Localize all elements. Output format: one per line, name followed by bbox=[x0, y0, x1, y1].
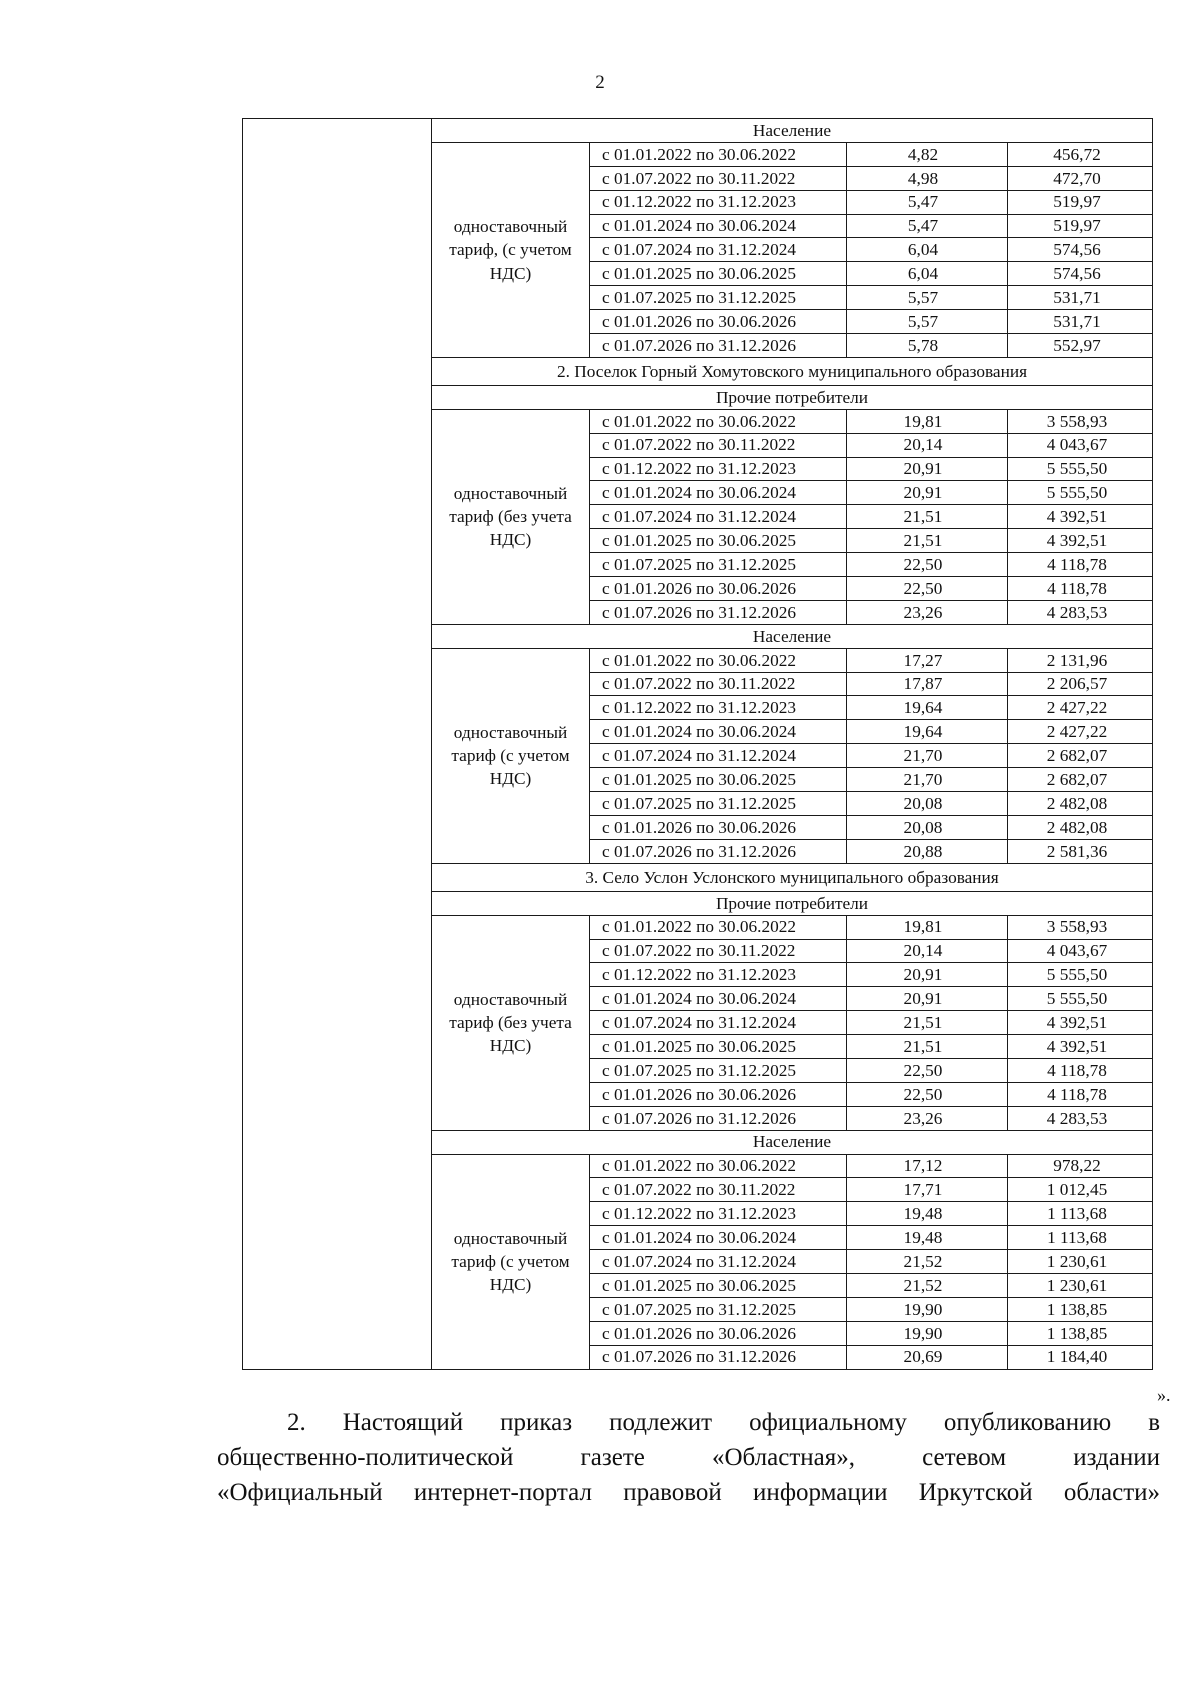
rate-cell: 4,98 bbox=[847, 166, 1008, 190]
period-cell: с 01.07.2025 по 31.12.2025 bbox=[590, 286, 847, 310]
tariff-type-label: одноставочный тариф (с учетом НДС) bbox=[432, 1154, 590, 1369]
period-cell: с 01.01.2024 по 30.06.2024 bbox=[590, 1226, 847, 1250]
value-cell: 519,97 bbox=[1008, 190, 1153, 214]
rate-cell: 20,08 bbox=[847, 815, 1008, 839]
value-cell: 4 043,67 bbox=[1008, 433, 1153, 457]
rate-cell: 20,91 bbox=[847, 987, 1008, 1011]
value-cell: 2 427,22 bbox=[1008, 720, 1153, 744]
rate-cell: 6,04 bbox=[847, 262, 1008, 286]
period-cell: с 01.01.2024 по 30.06.2024 bbox=[590, 987, 847, 1011]
value-cell: 1 138,85 bbox=[1008, 1321, 1153, 1345]
rate-cell: 19,81 bbox=[847, 409, 1008, 433]
period-cell: с 01.07.2025 по 31.12.2025 bbox=[590, 1297, 847, 1321]
rate-cell: 5,57 bbox=[847, 286, 1008, 310]
period-cell: с 01.07.2022 по 30.11.2022 bbox=[590, 939, 847, 963]
value-cell: 1 138,85 bbox=[1008, 1297, 1153, 1321]
period-cell: с 01.01.2024 по 30.06.2024 bbox=[590, 214, 847, 238]
rate-cell: 20,69 bbox=[847, 1345, 1008, 1369]
period-cell: с 01.01.2022 по 30.06.2022 bbox=[590, 915, 847, 939]
tariff-type-label: одноставочный тариф (с учетом НДС) bbox=[432, 648, 590, 863]
value-cell: 3 558,93 bbox=[1008, 409, 1153, 433]
rate-cell: 4,82 bbox=[847, 142, 1008, 166]
period-cell: с 01.07.2025 по 31.12.2025 bbox=[590, 792, 847, 816]
period-cell: с 01.01.2026 по 30.06.2026 bbox=[590, 815, 847, 839]
period-cell: с 01.01.2025 по 30.06.2025 bbox=[590, 1273, 847, 1297]
value-cell: 2 482,08 bbox=[1008, 792, 1153, 816]
value-cell: 574,56 bbox=[1008, 262, 1153, 286]
period-cell: с 01.01.2022 по 30.06.2022 bbox=[590, 409, 847, 433]
value-cell: 2 682,07 bbox=[1008, 768, 1153, 792]
tariff-type-label: одноставочный тариф (без учета НДС) bbox=[432, 915, 590, 1130]
period-cell: с 01.07.2026 по 31.12.2026 bbox=[590, 1345, 847, 1369]
rate-cell: 21,52 bbox=[847, 1250, 1008, 1274]
rate-cell: 20,14 bbox=[847, 939, 1008, 963]
value-cell: 2 206,57 bbox=[1008, 672, 1153, 696]
value-cell: 552,97 bbox=[1008, 334, 1153, 358]
period-cell: с 01.12.2022 по 31.12.2023 bbox=[590, 963, 847, 987]
period-cell: с 01.07.2024 по 31.12.2024 bbox=[590, 1250, 847, 1274]
period-cell: с 01.07.2024 по 31.12.2024 bbox=[590, 238, 847, 262]
value-cell: 4 392,51 bbox=[1008, 529, 1153, 553]
rate-cell: 17,27 bbox=[847, 648, 1008, 672]
period-cell: с 01.07.2022 по 30.11.2022 bbox=[590, 433, 847, 457]
value-cell: 5 555,50 bbox=[1008, 963, 1153, 987]
rate-cell: 6,04 bbox=[847, 238, 1008, 262]
period-cell: с 01.07.2022 по 30.11.2022 bbox=[590, 166, 847, 190]
value-cell: 4 392,51 bbox=[1008, 1035, 1153, 1059]
rate-cell: 19,81 bbox=[847, 915, 1008, 939]
rate-cell: 22,50 bbox=[847, 577, 1008, 601]
period-cell: с 01.12.2022 по 31.12.2023 bbox=[590, 696, 847, 720]
rate-cell: 17,71 bbox=[847, 1178, 1008, 1202]
rate-cell: 22,50 bbox=[847, 1058, 1008, 1082]
rate-cell: 17,87 bbox=[847, 672, 1008, 696]
period-cell: с 01.07.2025 по 31.12.2025 bbox=[590, 1058, 847, 1082]
period-cell: с 01.01.2022 по 30.06.2022 bbox=[590, 1154, 847, 1178]
period-cell: с 01.01.2022 по 30.06.2022 bbox=[590, 648, 847, 672]
consumer-category: Население bbox=[432, 119, 1153, 143]
value-cell: 472,70 bbox=[1008, 166, 1153, 190]
value-cell: 2 682,07 bbox=[1008, 744, 1153, 768]
rate-cell: 19,90 bbox=[847, 1321, 1008, 1345]
rate-cell: 22,50 bbox=[847, 553, 1008, 577]
paragraph-line: общественно-политической газете «Областная», сетевом издании bbox=[217, 1444, 1160, 1471]
period-cell: с 01.01.2026 по 30.06.2026 bbox=[590, 310, 847, 334]
consumer-category: Население bbox=[432, 1130, 1153, 1154]
consumer-category: Прочие потребители bbox=[432, 385, 1153, 409]
rate-cell: 21,51 bbox=[847, 529, 1008, 553]
value-cell: 3 558,93 bbox=[1008, 915, 1153, 939]
period-cell: с 01.01.2022 по 30.06.2022 bbox=[590, 142, 847, 166]
period-cell: с 01.12.2022 по 31.12.2023 bbox=[590, 457, 847, 481]
section-title: 2. Поселок Горный Хомутовского муниципального образования bbox=[432, 357, 1153, 385]
rate-cell: 20,91 bbox=[847, 457, 1008, 481]
publication-paragraph bbox=[217, 1405, 1160, 1510]
value-cell: 2 482,08 bbox=[1008, 815, 1153, 839]
period-cell: с 01.12.2022 по 31.12.2023 bbox=[590, 190, 847, 214]
consumer-category: Население bbox=[432, 624, 1153, 648]
value-cell: 1 230,61 bbox=[1008, 1273, 1153, 1297]
rate-cell: 21,70 bbox=[847, 744, 1008, 768]
period-cell: с 01.01.2024 по 30.06.2024 bbox=[590, 720, 847, 744]
rate-cell: 20,14 bbox=[847, 433, 1008, 457]
rate-cell: 17,12 bbox=[847, 1154, 1008, 1178]
period-cell: с 01.07.2025 по 31.12.2025 bbox=[590, 553, 847, 577]
value-cell: 531,71 bbox=[1008, 310, 1153, 334]
value-cell: 5 555,50 bbox=[1008, 481, 1153, 505]
category-row bbox=[243, 119, 1153, 143]
value-cell: 519,97 bbox=[1008, 214, 1153, 238]
period-cell: с 01.07.2026 по 31.12.2026 bbox=[590, 600, 847, 624]
rate-cell: 5,47 bbox=[847, 214, 1008, 238]
consumer-category: Прочие потребители bbox=[432, 891, 1153, 915]
period-cell: с 01.07.2026 по 31.12.2026 bbox=[590, 334, 847, 358]
value-cell: 4 043,67 bbox=[1008, 939, 1153, 963]
value-cell: 2 131,96 bbox=[1008, 648, 1153, 672]
rate-cell: 5,47 bbox=[847, 190, 1008, 214]
rate-cell: 19,90 bbox=[847, 1297, 1008, 1321]
value-cell: 4 118,78 bbox=[1008, 1058, 1153, 1082]
value-cell: 1 184,40 bbox=[1008, 1345, 1153, 1369]
paragraph-line: «Официальный интернет-портал правовой информации Иркутской области» bbox=[217, 1479, 1160, 1506]
value-cell: 4 118,78 bbox=[1008, 1082, 1153, 1106]
value-cell: 978,22 bbox=[1008, 1154, 1153, 1178]
period-cell: с 01.01.2024 по 30.06.2024 bbox=[590, 481, 847, 505]
value-cell: 1 113,68 bbox=[1008, 1226, 1153, 1250]
value-cell: 1 113,68 bbox=[1008, 1202, 1153, 1226]
rate-cell: 20,91 bbox=[847, 963, 1008, 987]
period-cell: с 01.07.2024 по 31.12.2024 bbox=[590, 505, 847, 529]
value-cell: 4 118,78 bbox=[1008, 553, 1153, 577]
value-cell: 4 283,53 bbox=[1008, 600, 1153, 624]
rate-cell: 22,50 bbox=[847, 1082, 1008, 1106]
rate-cell: 21,51 bbox=[847, 1035, 1008, 1059]
value-cell: 4 392,51 bbox=[1008, 505, 1153, 529]
value-cell: 5 555,50 bbox=[1008, 457, 1153, 481]
rate-cell: 19,48 bbox=[847, 1226, 1008, 1250]
rate-cell: 21,52 bbox=[847, 1273, 1008, 1297]
period-cell: с 01.07.2026 по 31.12.2026 bbox=[590, 1106, 847, 1130]
rate-cell: 5,78 bbox=[847, 334, 1008, 358]
period-cell: с 01.01.2025 по 30.06.2025 bbox=[590, 262, 847, 286]
period-cell: с 01.01.2025 по 30.06.2025 bbox=[590, 768, 847, 792]
value-cell: 2 427,22 bbox=[1008, 696, 1153, 720]
tariff-table bbox=[242, 118, 1153, 1370]
value-cell: 4 392,51 bbox=[1008, 1011, 1153, 1035]
value-cell: 1 230,61 bbox=[1008, 1250, 1153, 1274]
period-cell: с 01.07.2022 по 30.11.2022 bbox=[590, 672, 847, 696]
value-cell: 1 012,45 bbox=[1008, 1178, 1153, 1202]
value-cell: 4 283,53 bbox=[1008, 1106, 1153, 1130]
rate-cell: 21,51 bbox=[847, 505, 1008, 529]
rate-cell: 20,88 bbox=[847, 839, 1008, 863]
period-cell: с 01.01.2026 по 30.06.2026 bbox=[590, 577, 847, 601]
page-number: 2 bbox=[595, 72, 605, 93]
period-cell: с 01.07.2022 по 30.11.2022 bbox=[590, 1178, 847, 1202]
value-cell: 2 581,36 bbox=[1008, 839, 1153, 863]
value-cell: 531,71 bbox=[1008, 286, 1153, 310]
period-cell: с 01.01.2026 по 30.06.2026 bbox=[590, 1082, 847, 1106]
period-cell: с 01.07.2024 по 31.12.2024 bbox=[590, 744, 847, 768]
rate-cell: 23,26 bbox=[847, 1106, 1008, 1130]
value-cell: 574,56 bbox=[1008, 238, 1153, 262]
rate-cell: 21,51 bbox=[847, 1011, 1008, 1035]
closing-quote: ». bbox=[1157, 1385, 1171, 1405]
rate-cell: 19,64 bbox=[847, 696, 1008, 720]
period-cell: с 01.07.2026 по 31.12.2026 bbox=[590, 839, 847, 863]
paragraph-line: 2. Настоящий приказ подлежит официальному опубликованию в bbox=[287, 1409, 1160, 1436]
rate-cell: 19,48 bbox=[847, 1202, 1008, 1226]
rate-cell: 20,91 bbox=[847, 481, 1008, 505]
period-cell: с 01.07.2024 по 31.12.2024 bbox=[590, 1011, 847, 1035]
rate-cell: 21,70 bbox=[847, 768, 1008, 792]
left-blank-column bbox=[243, 119, 432, 1370]
period-cell: с 01.01.2025 по 30.06.2025 bbox=[590, 1035, 847, 1059]
period-cell: с 01.12.2022 по 31.12.2023 bbox=[590, 1202, 847, 1226]
rate-cell: 23,26 bbox=[847, 600, 1008, 624]
tariff-type-label: одноставочный тариф (без учета НДС) bbox=[432, 409, 590, 624]
tariff-type-label: одноставочный тариф, (с учетом НДС) bbox=[432, 142, 590, 357]
period-cell: с 01.01.2026 по 30.06.2026 bbox=[590, 1321, 847, 1345]
period-cell: с 01.01.2025 по 30.06.2025 bbox=[590, 529, 847, 553]
rate-cell: 19,64 bbox=[847, 720, 1008, 744]
rate-cell: 20,08 bbox=[847, 792, 1008, 816]
value-cell: 4 118,78 bbox=[1008, 577, 1153, 601]
value-cell: 5 555,50 bbox=[1008, 987, 1153, 1011]
value-cell: 456,72 bbox=[1008, 142, 1153, 166]
section-title: 3. Село Услон Услонского муниципального образования bbox=[432, 863, 1153, 891]
rate-cell: 5,57 bbox=[847, 310, 1008, 334]
